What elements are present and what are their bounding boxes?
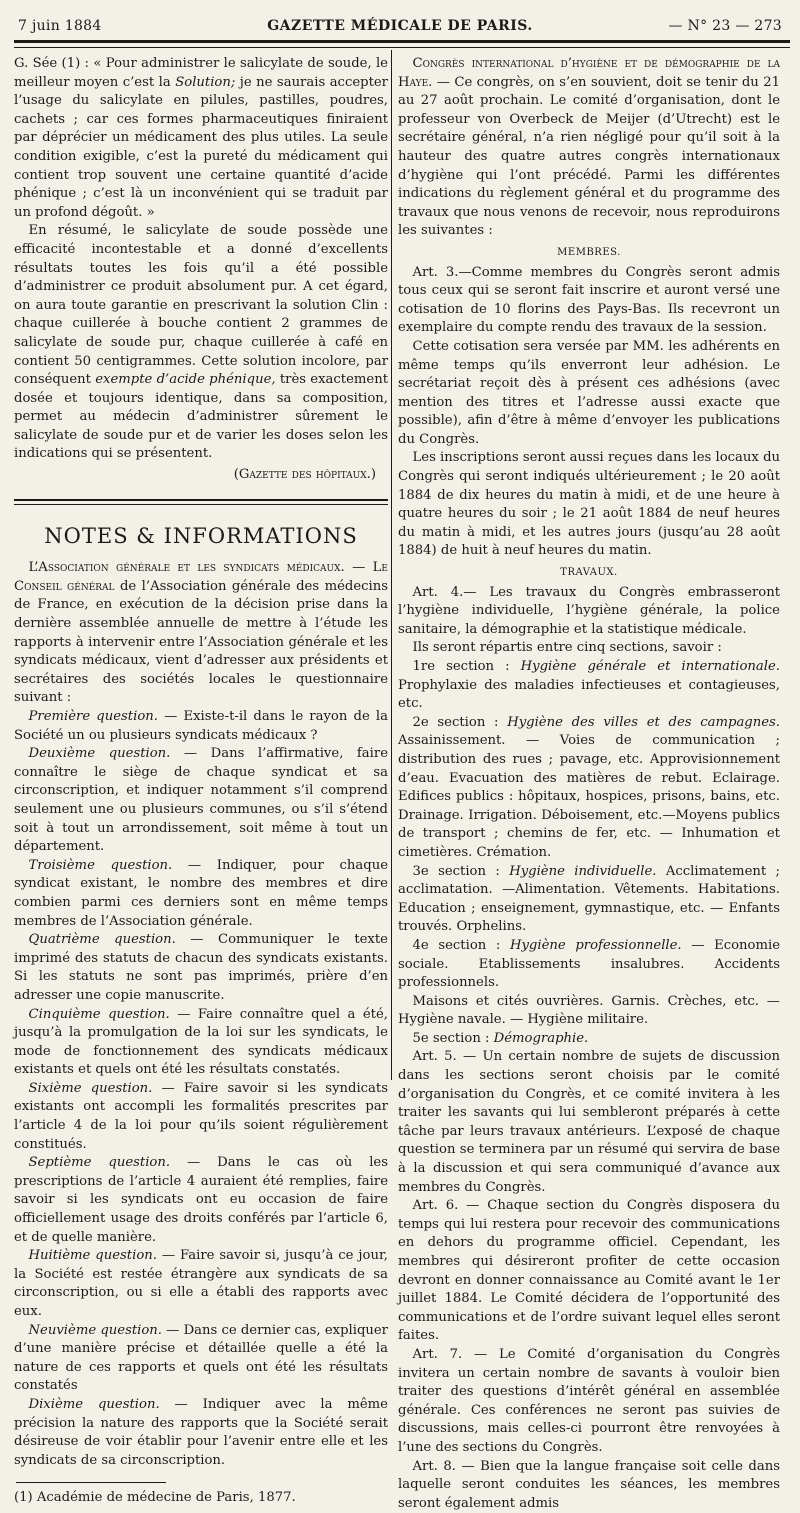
section-title: NOTES & INFORMATIONS [44, 523, 358, 548]
resume-paragraph: En résumé, le salicylate de soude possède une efficacité incontestable et a donné d’excellents résultats toutes les fois qu’il a été possible d’administrer ce produit absolument pur. A cet égard, on aura toute garantie en prescrivant la solution Clin : chaque cuillerée à bouche contient 2 grammes de salicylate de soude pur, chaque cuillerée à café en contient 50 centigrammes. Cette solution incolore, par conséquent exempte d’acide phénique, très exactement dosée et toujours identique, dans sa composition, permet au médecin d’administrer sûrement le salicylate de soude pur et de varier les doses selon les indications qui se présentent. [14, 223, 388, 462]
article-4: Art. 4.— Les travaux du Congrès embrasseront l’hygiène individuelle, l’hygiène générale, la police sanitaire, la démographie et la statistique médicale. [398, 584, 780, 637]
subhead-travaux: TRAVAUX. [560, 567, 618, 579]
left-column [14, 55, 388, 1508]
inscriptions-paragraph: Les inscriptions seront aussi reçues dans les locaux du Congrès qui seront indiqués ultérieurement ; le 20 août 1884 de dix heures du matin à midi, et de une heure à quatre heures du soir ; le 21 août 1884 de neuf heures du matin à midi, et les autres jours (jusqu’au 28 août 1884) de huit à neuf heures du matin. [398, 450, 780, 559]
cotisation-paragraph: Cette cotisation sera versée par MM. les adhérents en même temps qu’ils enverront leur adhésion. Le secrétariat reçoit dès à présent ces adhésions (avec mention des titres et l’adresse aussi exacte que possible), afin d’être à même d’envoyer les publications du Congrès. [398, 338, 780, 447]
section-2: 2e section : Hygiène des villes et des campagnes. Assainissement. — Voies de communication ; distribution des rues ; pavage, etc. Approvisionnement d’eau. Evacuation des matières de rebut. Eclairage. Edifices publics : hôpitaux, hospices, prisons, bains, etc. Drainage. Irrigation. Déboisement, etc.—Moyens publics de transport ; chemins de fer, etc. — Inhumation et cimetières. Crémation. [398, 714, 780, 860]
question-4: Quatrième question. — Communiquer le texte imprimé des statuts de chacun des syndicats existants. Si les statuts ne sont pas imprimés, prière d’en adresser une copie manuscrite. [14, 932, 388, 1003]
column-divider [391, 50, 392, 1080]
question-5: Cinquième question. — Faire connaître quel a été, jusqu’à la promulgation de la loi sur les syndicats, le mode de fonctionnement des syndicats médicaux existants et quels ont été les résultats constatés. [14, 1006, 388, 1078]
issue-date: 7 juin 1884 [18, 18, 102, 34]
question-10: Dixième question. — Indiquer avec la même précision la nature des rapports que la Société serait désireuse de voir établir pour l’avenir entre elle et les syndicats de sa circonscription. [14, 1396, 388, 1468]
question-8: Huitième question. — Faire savoir si, jusqu’à ce jour, la Société est restée étrangère aux syndicats de sa circonscription, ou si elle a établi des rapports avec eux. [14, 1248, 388, 1319]
section-4: 4e section : Hygiène professionnelle. — Economie sociale. Etablissements insalubres. Accidents professionnels. [398, 937, 780, 991]
congress-intro: Congrès international d’hygiène et de démographie de la Haye. — Ce congrès, on s’en souvient, doit se tenir du 21 au 27 août prochain. Le comité d’organisation, dont le professeur von Overbeck de Meijer (d’Utrecht) est le secrétaire général, n’a rien négligé pour qu’il soit à la hauteur des quatre autres congrès internationaux d’hygiène qui l’ont précédé. Parmi les différentes indications du règlement général et du programme des travaux que nous venons de recevoir, nous reproduirons les suivantes : [398, 56, 780, 239]
section-1: 1re section : Hygiène générale et internationale. Prophylaxie des maladies infectieuses et contagieuses, etc. [398, 659, 780, 712]
article-3: Art. 3.—Comme membres du Congrès seront admis tous ceux qui se seront fait inscrire et auront versé une cotisation de 10 florins des Pays-Bas. Ils recevront un exemplaire du compte rendu des travaux de la session. [398, 264, 780, 336]
footnote: (1) Académie de médecine de Paris, 1877. [14, 1490, 296, 1506]
section-5: 5e section : Démographie. [412, 1030, 589, 1046]
question-1: Première question. — Existe-t-il dans le rayon de la Société un ou plusieurs syndicats médicaux ? [14, 709, 389, 743]
article-5: Art. 5. — Un certain nombre de sujets de discussion dans les sections seront choisis par le comité d’organisation du Congrès, et ce comité invitera à les traiter les savants qui lui sembleront préparés à cette tâche par leurs travaux antérieurs. L’exposé de chaque question se terminera par un résumé qui servira de base à la discussion et qui sera communiqué d’avance aux membres du Congrès. [398, 1049, 780, 1195]
question-9: Neuvième question. — Dans ce dernier cas, expliquer d’une manière précise et détaillée quelle a été la nature de ces rapports et quels ont été les résultats constatés [14, 1322, 388, 1394]
article-7: Art. 7. — Le Comité d’organisation du Congrès invitera un certain nombre de savants à vouloir bien traiter des questions d’intérêt général en assemblée générale. Ces conférences ne seront pas suivies de discussions, mais celles-ci pourront être renvoyées à l’une des sections du Congrès. [398, 1346, 780, 1455]
page-number: — N° 23 — 273 [668, 18, 782, 34]
section-3: 3e section : Hygiène individuelle. Acclimatement ; acclimatation. —Alimentation. Vêtements. Habitations. Education ; enseignement, gymnastique, etc. — Enfants trouvés. Orphelins. [398, 863, 780, 935]
running-head [18, 16, 782, 38]
article-8: Art. 8. — Bien que la langue française soit celle dans laquelle seront conduites les séances, les membres seront également admis [398, 1458, 780, 1511]
association-paragraph: L’Association générale et les syndicats médicaux. — Le Conseil général de l’Association générale des médecins de France, en exécution de la décision prise dans la dernière assemblée annuelle de mettre à l’étude les rapports à intervenir entre l’Association générale et les syndicats médicaux, vient d’adresser aux présidents et secrétaires des sociétés locales le questionnaire suivant : [14, 560, 388, 706]
see-quote: G. Sée (1) : « Pour administrer le salicylate de soude, le meilleur moyen c’est la Solution; je ne saurais accepter l’usage du salicylate en pilules, pastilles, poudres, cachets ; car ces formes pharmaceutiques finiraient par déprécier un médicament des plus utiles. La seule condition exigible, c’est la pureté du médicament qui contient trop souvent une certaine quantité d’acide phénique ; c’est là un inconvénient qui se traduit par un profond dégoût. » [14, 56, 388, 220]
sections-intro: Ils seront répartis entre cinq sections, savoir : [412, 640, 722, 656]
maisons-paragraph: Maisons et cités ouvrières. Garnis. Crèches, etc. — Hygiène navale. — Hygiène militaire. [398, 993, 780, 1028]
source-citation: (Gazette des hôpitaux.) [233, 467, 376, 483]
header-rule [14, 40, 790, 48]
right-column [398, 55, 780, 1513]
question-6: Sixième question. — Faire savoir si les syndicats existants ont accompli les formalités prescrites par l’article 4 de la loi pour qu’ils soient régulièrement constitués. [14, 1080, 388, 1152]
question-2: Deuxième question. — Dans l’affirmative, faire connaître le siège de chaque syndicat et sa circonscription, et indiquer notamment s’il comprend seulement une ou plusieurs communes, ou s’il s’étend soit à tout un arrondissement, soit même à tout un département. [14, 746, 388, 855]
subhead-membres: MEMBRES. [557, 246, 621, 258]
footnote-rule [16, 1482, 166, 1483]
question-7: Septième question. — Dans le cas où les prescriptions de l’article 4 auraient été remplies, faire savoir si les syndicats ont eu occasion de faire officiellement usage des droits conférés par l’article 6, et de quelle manière. [14, 1155, 388, 1245]
question-3: Troisième question. — Indiquer, pour chaque syndicat existant, le nombre des membres et dire combien parmi ces derniers sont en même temps membres de l’Association générale. [14, 857, 388, 929]
section-rule [14, 499, 388, 505]
journal-title: GAZETTE MÉDICALE DE PARIS. [267, 18, 533, 34]
article-6: Art. 6. — Chaque section du Congrès disposera du temps qui lui restera pour recevoir des communications en dehors du programme officiel. Cependant, les membres qui désireront profiter de cette occasion devront en donner connaissance au Comité avant le 1er juillet 1884. Le Comité décidera de l’opportunité des communications et de l’ordre suivant lequel elles seront faites. [398, 1198, 780, 1344]
